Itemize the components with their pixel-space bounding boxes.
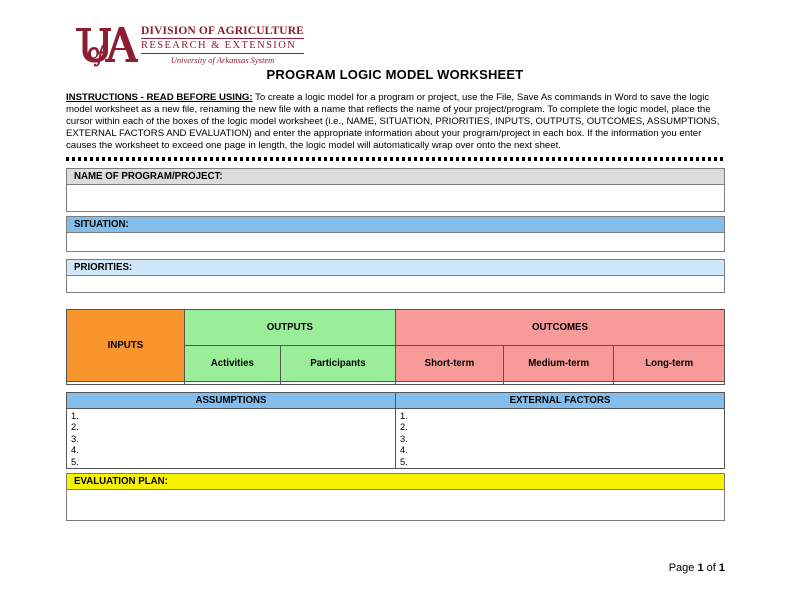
af-header-assumptions: ASSUMPTIONS	[67, 393, 396, 409]
logo-line-division: DIVISION OF AGRICULTURE	[141, 25, 304, 37]
section-name-input[interactable]	[67, 185, 724, 211]
footer-total-pages: 1	[718, 562, 725, 574]
logo-line-research: RESEARCH & EXTENSION	[141, 40, 297, 51]
grid-subheader-short-term: Short-term	[395, 346, 503, 382]
external-factor-item[interactable]	[400, 457, 724, 468]
logo-rule-top	[141, 38, 304, 39]
logic-model-grid	[66, 309, 725, 385]
external-factor-item[interactable]	[400, 422, 724, 433]
external-factor-item-number: 3.	[400, 433, 408, 444]
section-priorities-label: PRIORITIES:	[67, 260, 724, 276]
af-header-external-factors: EXTERNAL FACTORS	[396, 393, 725, 409]
page-footer	[0, 562, 725, 574]
external-factor-item[interactable]	[400, 434, 724, 445]
grid-cell-inputs[interactable]	[67, 382, 185, 385]
page-header	[0, 0, 790, 86]
grid-group-header-row	[67, 310, 725, 346]
grid-cell-medium-term[interactable]	[503, 382, 614, 385]
footer-current-page: 1	[697, 562, 704, 574]
assumptions-item[interactable]	[71, 434, 395, 445]
section-name-of-program	[66, 168, 725, 212]
external-factor-item-number: 1.	[400, 411, 408, 421]
assumptions-item-number: 2.	[71, 422, 79, 433]
instructions-body: To create a logic model for a program or project, use the File, Save As commands in Word to save the logic model worksheet as a new file, renaming the new file with a name that reflects the name of your project/program. To complete the logic model, place the cursor within each of the boxes of the logic model worksheet (i.e., NAME, SITUATION, PRIORITIES, INPUTS, OUTPUTS, OUTCOMES, ASSUMPTIONS, EXTERNAL FACTORS AND EVALUATION) and enter the appropriate information about your program/project in each box. If the information you enter causes the worksheet to exceed one page in length, the logic model will automatically wrap over onto the next sheet.	[66, 92, 720, 152]
external-factor-item-number: 2.	[400, 422, 408, 433]
dotted-divider	[66, 156, 725, 161]
assumptions-item-number: 1.	[71, 411, 79, 421]
external-factor-item-number: 4.	[400, 445, 408, 456]
grid-cell-participants[interactable]	[280, 382, 395, 385]
assumptions-item-number: 3.	[71, 433, 79, 444]
af-cell-assumptions[interactable]	[67, 409, 396, 469]
uofa-logo	[74, 22, 304, 67]
grid-content-row	[67, 382, 725, 385]
instructions-paragraph	[66, 92, 726, 152]
assumptions-item-number: 4.	[71, 445, 79, 456]
grid-cell-short-term[interactable]	[395, 382, 503, 385]
grid-subheader-participants: Participants	[280, 346, 395, 382]
section-name-label: NAME OF PROGRAM/PROJECT:	[67, 169, 724, 185]
af-header-row	[67, 393, 725, 409]
assumptions-item-number: 5.	[71, 456, 79, 467]
assumptions-item[interactable]	[71, 445, 395, 456]
grid-subheader-long-term: Long-term	[614, 346, 725, 382]
section-priorities	[66, 259, 725, 293]
logo-line-university: University of Arkansas System	[170, 55, 275, 65]
footer-page-prefix: Page	[668, 562, 698, 574]
section-evaluation-label: EVALUATION PLAN:	[67, 474, 724, 490]
external-factor-item[interactable]	[400, 411, 724, 422]
grid-header-outcomes: OUTCOMES	[395, 310, 724, 346]
section-evaluation-plan	[66, 473, 725, 521]
assumptions-item[interactable]	[71, 457, 395, 468]
af-content-row	[67, 409, 725, 469]
uofa-monogram-icon	[74, 23, 138, 67]
section-situation-label: SITUATION:	[67, 217, 724, 233]
section-priorities-input[interactable]	[67, 276, 724, 292]
logo-wordmark	[141, 22, 304, 66]
grid-subheader-medium-term: Medium-term	[503, 346, 614, 382]
grid-header-inputs: INPUTS	[67, 310, 185, 382]
grid-cell-long-term[interactable]	[614, 382, 725, 385]
external-factor-item-number: 5.	[400, 456, 408, 467]
af-cell-external-factors[interactable]	[396, 409, 725, 469]
page-title: PROGRAM LOGIC MODEL WORKSHEET	[266, 67, 524, 82]
section-situation	[66, 216, 725, 252]
grid-header-outputs: OUTPUTS	[184, 310, 395, 346]
assumptions-external-factors-table	[66, 392, 725, 467]
assumptions-item[interactable]	[71, 422, 395, 433]
external-factor-item[interactable]	[400, 445, 724, 456]
assumptions-item[interactable]	[71, 411, 395, 422]
section-situation-input[interactable]	[67, 233, 724, 251]
footer-page-middle: of	[703, 562, 719, 574]
logo-rule-bottom	[141, 53, 304, 54]
instructions-heading: INSTRUCTIONS - READ BEFORE USING:	[66, 92, 253, 103]
grid-cell-activities[interactable]	[184, 382, 280, 385]
grid-subheader-activities: Activities	[184, 346, 280, 382]
section-evaluation-input[interactable]	[67, 490, 724, 520]
